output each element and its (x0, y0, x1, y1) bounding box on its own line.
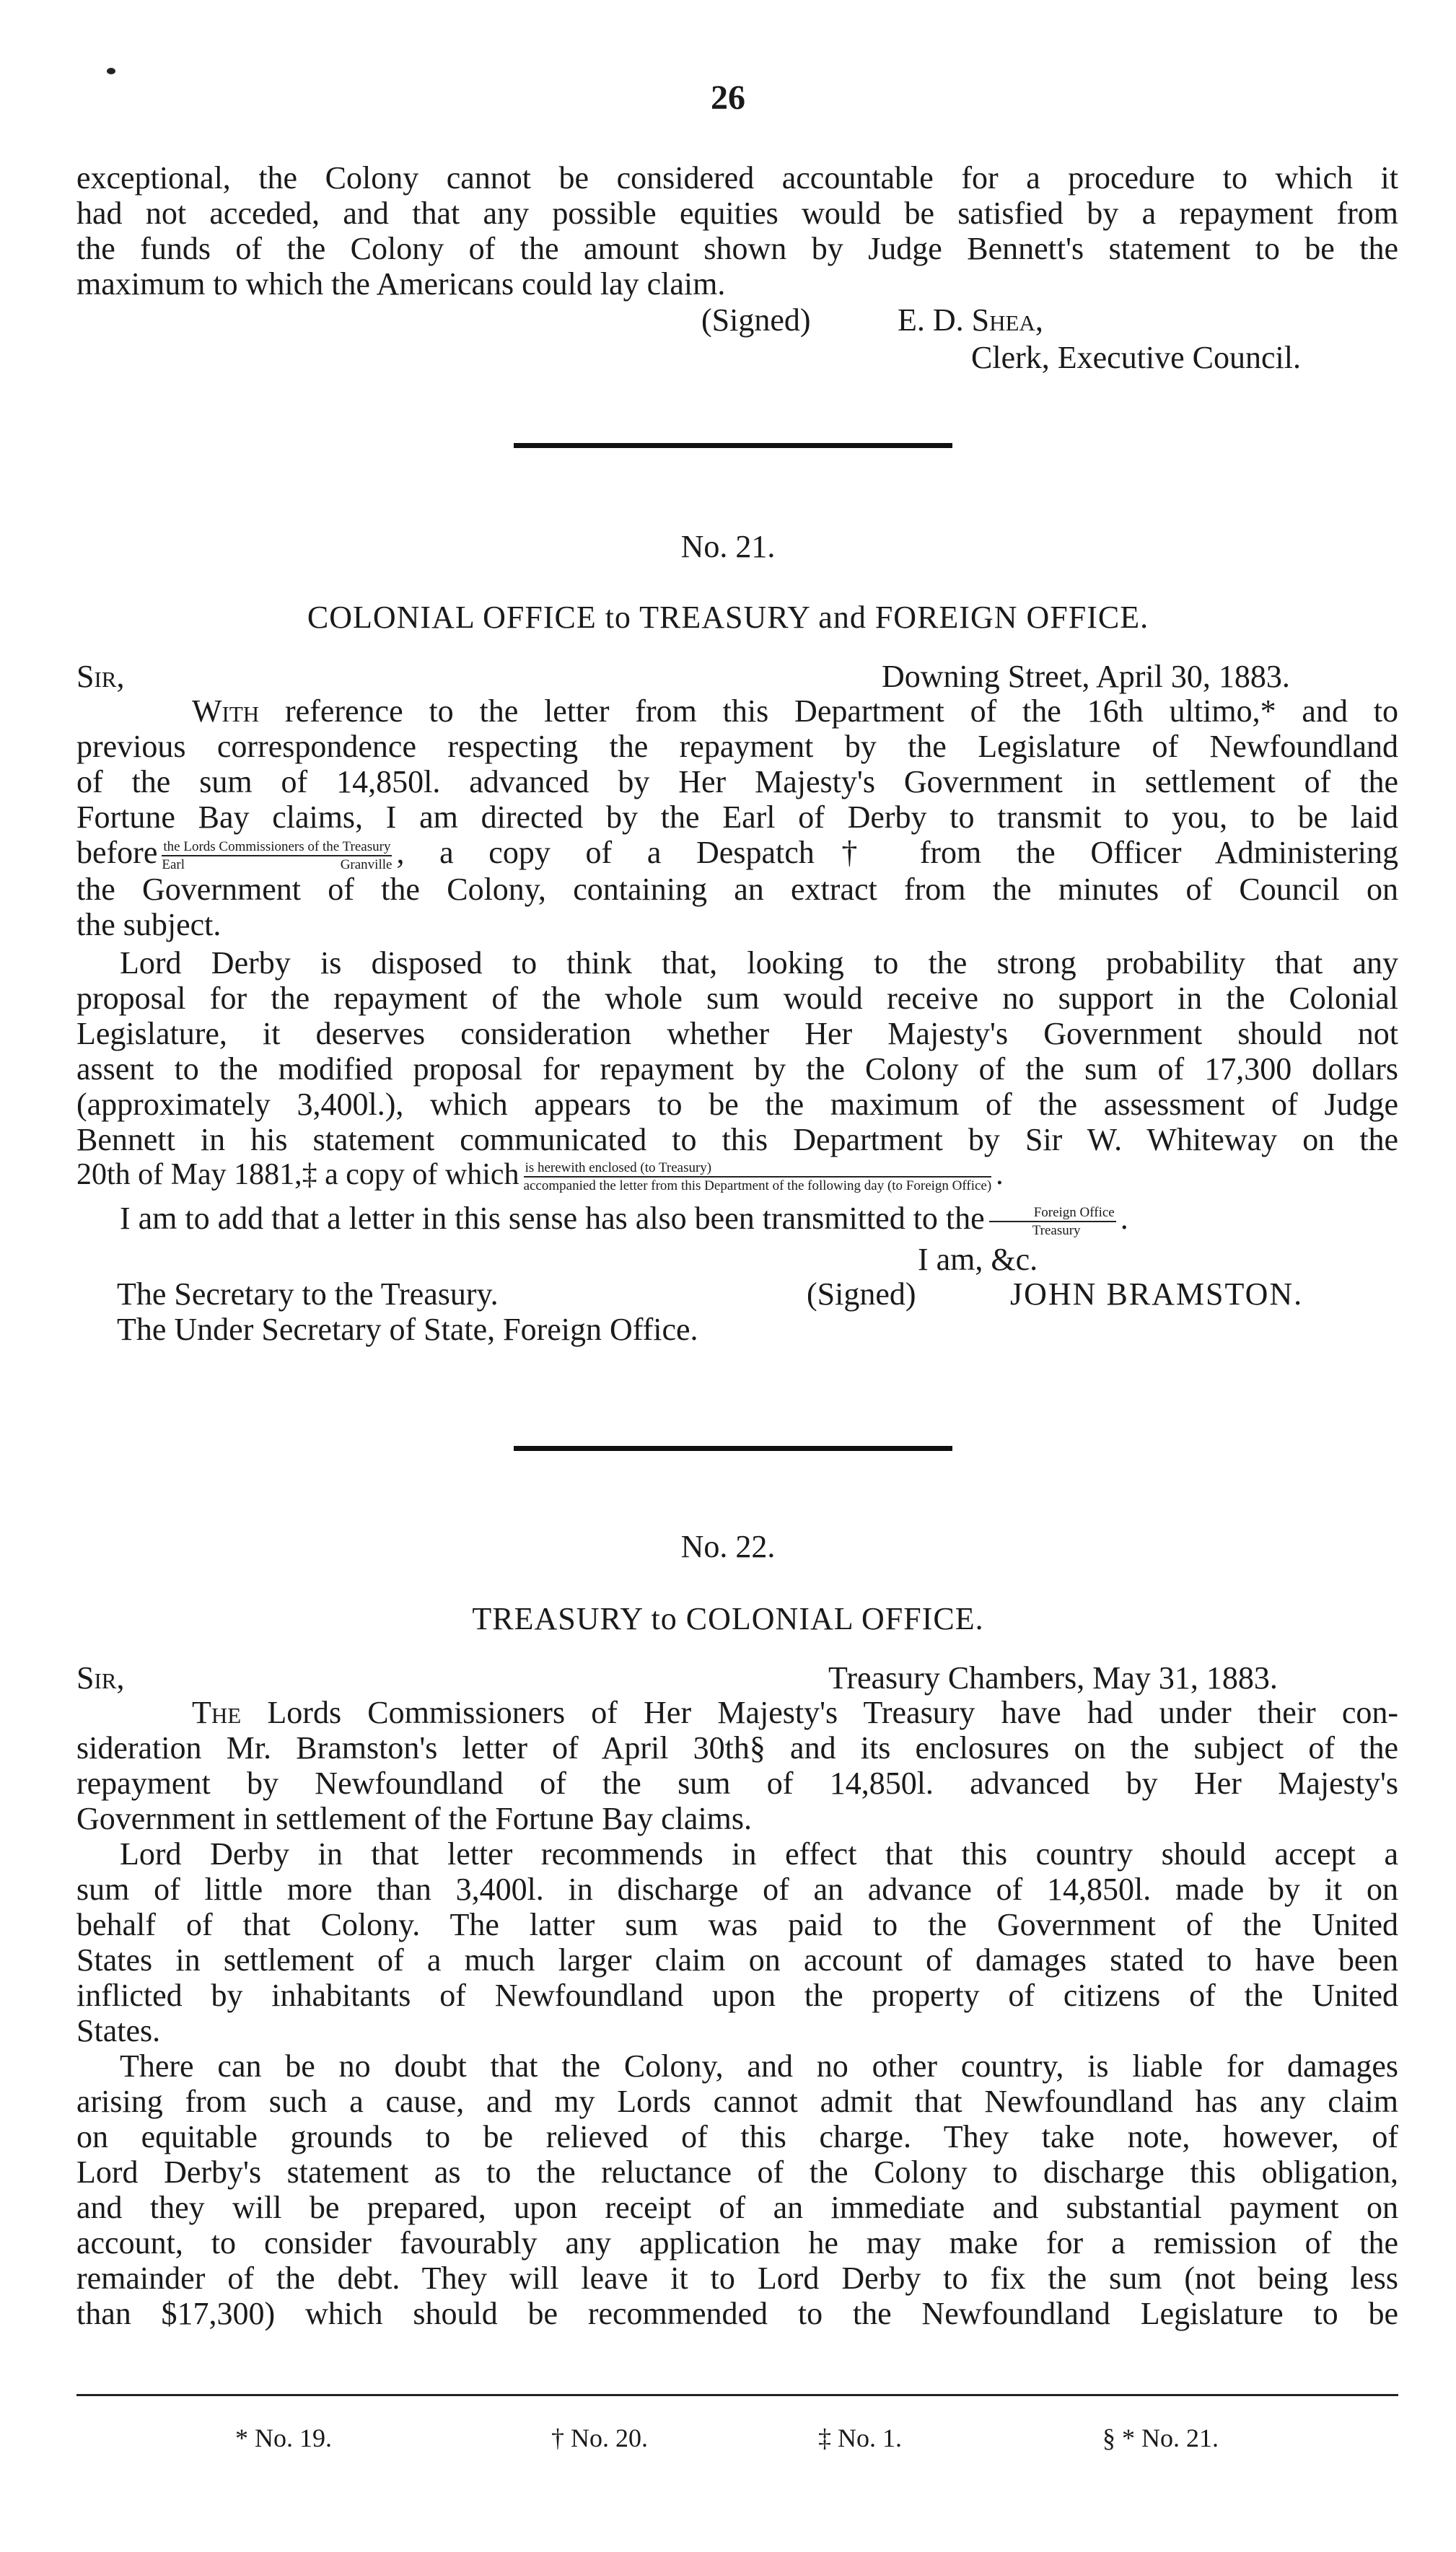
doc21-paragraph-1 (76, 693, 1398, 942)
text-line: had not acceded, and that any possible equities would be satisfied by a repayment from (76, 196, 1398, 231)
doc21-paragraph-2 (76, 945, 1398, 1193)
footnote: * No. 19. (235, 2424, 332, 2452)
signer-name: JOHN BRAMSTON. (1010, 1276, 1304, 1312)
text-line: Government in settlement of the Fortune Bay claims. (76, 1801, 753, 1836)
place-date: Downing Street, April 30, 1883. (882, 659, 1290, 694)
text-span: reference to the letter from this Department of the 16th ultimo,* and to (285, 693, 1398, 729)
text-line: and they will be prepared, upon receipt of an immediate and substantial payment on (76, 2190, 1398, 2225)
text-line: the subject. (76, 906, 222, 942)
text-span: . (1120, 1201, 1128, 1236)
text-line: Bennett in his statement communicated to this Department by Sir W. Whiteway on the (76, 1122, 1398, 1157)
text-line (76, 1201, 1398, 1237)
document-number: No. 21. (680, 529, 776, 564)
section-divider (514, 443, 952, 448)
addressee: The Secretary to the Treasury. (117, 1276, 499, 1312)
signed-label: (Signed) (807, 1276, 916, 1312)
text-line: the funds of the Colony of the amount shown by Judge Bennett's statement to be the (76, 231, 1398, 266)
signed-label: (Signed) (701, 302, 811, 338)
text-line: exceptional, the Colony cannot be considered accountable for a procedure to which it (76, 160, 1398, 196)
alternate-top: is herewith enclosed (to Treasury) (524, 1161, 992, 1178)
text-span: Lords Commissioners of Her Majesty's Treasury have had under their con- (267, 1695, 1399, 1730)
text-line: of the sum of 14,850l. advanced by Her Majesty's Government in settlement of the (76, 764, 1398, 799)
text-line: previous correspondence respecting the repayment by the Legislature of Newfoundland (76, 729, 1398, 764)
text-span: 20th of May 1881,‡ a copy of which (76, 1158, 519, 1191)
text-line: inflicted by inhabitants of Newfoundland upon the property of citizens of the United (76, 1978, 1398, 2013)
text-line (76, 1695, 1398, 1730)
text-line: Fortune Bay claims, I am directed by the Earl of Derby to transmit to you, to be laid (76, 799, 1398, 835)
salutation: Sir, (76, 1660, 125, 1696)
text-line: States in settlement of a much larger claim on account of damages stated to have been (76, 1942, 1398, 1978)
document-number: No. 22. (680, 1529, 776, 1564)
text-line: Lord Derby is disposed to think that, looking to the strong probability that any (120, 945, 1398, 981)
text-line: account, to consider favourably any application he may make for a remission of the (76, 2225, 1398, 2261)
addressee: The Under Secretary of State, Foreign Office. (117, 1312, 698, 1347)
footnote: § * No. 21. (1102, 2424, 1219, 2452)
footnote: † No. 20. (551, 2424, 648, 2452)
text-line: on equitable grounds to be relieved of this charge. They take note, however, of (76, 2119, 1398, 2154)
text-line: States. (76, 2013, 161, 2048)
alternate-top: the Lords Commissioners of the Treasury (162, 840, 392, 856)
section-divider (514, 1446, 952, 1451)
text-line: than $17,300) which should be recommended to the Newfoundland Legislature to be (76, 2296, 1398, 2331)
alternate-reading (989, 1206, 1116, 1237)
alternate-top: Foreign Office (989, 1206, 1116, 1222)
salutation: Sir, (76, 659, 125, 694)
doc21-paragraph-3 (76, 1201, 1398, 1237)
ink-dot (107, 68, 115, 74)
text-line (76, 693, 1398, 729)
signer-name: E. D. Shea, (898, 302, 1043, 338)
text-line: maximum to which the Americans could lay claim. (76, 266, 726, 302)
paragraph-opener: With (192, 693, 260, 729)
text-line: arising from such a cause, and my Lords cannot admit that Newfoundland has any claim (76, 2084, 1398, 2119)
page-number: 26 (711, 79, 745, 117)
text-line: behalf of that Colony. The latter sum was paid to the Government of the United (76, 1907, 1398, 1942)
text-line: (approximately 3,400l.), which appears to be the maximum of the assessment of Judge (76, 1087, 1398, 1122)
text-line: sum of little more than 3,400l. in discharge of an advance of 14,850l. made by it on (76, 1872, 1398, 1907)
alternate-bottom: Treasury (1032, 1222, 1081, 1238)
text-line: There can be no doubt that the Colony, and no other country, is liable for damages (120, 2048, 1398, 2084)
text-line: Lord Derby's statement as to the reluctance of the Colony to discharge this obligation, (76, 2154, 1398, 2190)
text-span: I am to add that a letter in this sense has also been transmitted to the (120, 1201, 985, 1236)
paragraph-opener: The (192, 1695, 242, 1730)
footnote-rule (76, 2394, 1398, 2396)
closing: I am, &c. (918, 1242, 1038, 1277)
text-span: before (76, 835, 158, 870)
opening-paragraph (76, 160, 1398, 302)
footnote: ‡ No. 1. (818, 2424, 902, 2452)
document-title: COLONIAL OFFICE to TREASURY and FOREIGN OFFICE. (307, 600, 1149, 635)
text-line: the Government of the Colony, containing an extract from the minutes of Council on (76, 871, 1398, 907)
signer-title: Clerk, Executive Council. (971, 340, 1301, 375)
place-date: Treasury Chambers, May 31, 1883. (828, 1660, 1278, 1696)
alternate-bottom: Earl Granville (162, 856, 392, 872)
text-line (76, 1157, 1398, 1193)
text-line: sideration Mr. Bramston's letter of April 30th§ and its enclosures on the subject of the (76, 1730, 1398, 1766)
text-span: , a copy of a Despatch† from the Officer Administering (396, 835, 1398, 870)
alternate-reading (162, 840, 392, 872)
doc22-paragraph-2 (76, 1836, 1398, 2048)
text-span: . (996, 1158, 1004, 1191)
doc22-paragraph-1 (76, 1695, 1398, 1836)
alternate-bottom: accompanied the letter from this Department of the following day (to Foreign Office) (523, 1178, 992, 1194)
text-line: proposal for the repayment of the whole sum would receive no support in the Colonial (76, 981, 1398, 1016)
alternate-reading (524, 1161, 992, 1193)
doc22-paragraph-3 (76, 2048, 1398, 2331)
text-line: Lord Derby in that letter recommends in effect that this country should accept a (120, 1836, 1398, 1872)
text-line: assent to the modified proposal for repayment by the Colony of the sum of 17,300 dollars (76, 1051, 1398, 1087)
text-line (76, 835, 1398, 872)
text-line: repayment by Newfoundland of the sum of 14,850l. advanced by Her Majesty's (76, 1766, 1398, 1801)
text-line: Legislature, it deserves consideration whether Her Majesty's Government should not (76, 1016, 1398, 1051)
text-line: remainder of the debt. They will leave it to Lord Derby to fix the sum (not being less (76, 2261, 1398, 2296)
document-title: TREASURY to COLONIAL OFFICE. (472, 1601, 984, 1636)
